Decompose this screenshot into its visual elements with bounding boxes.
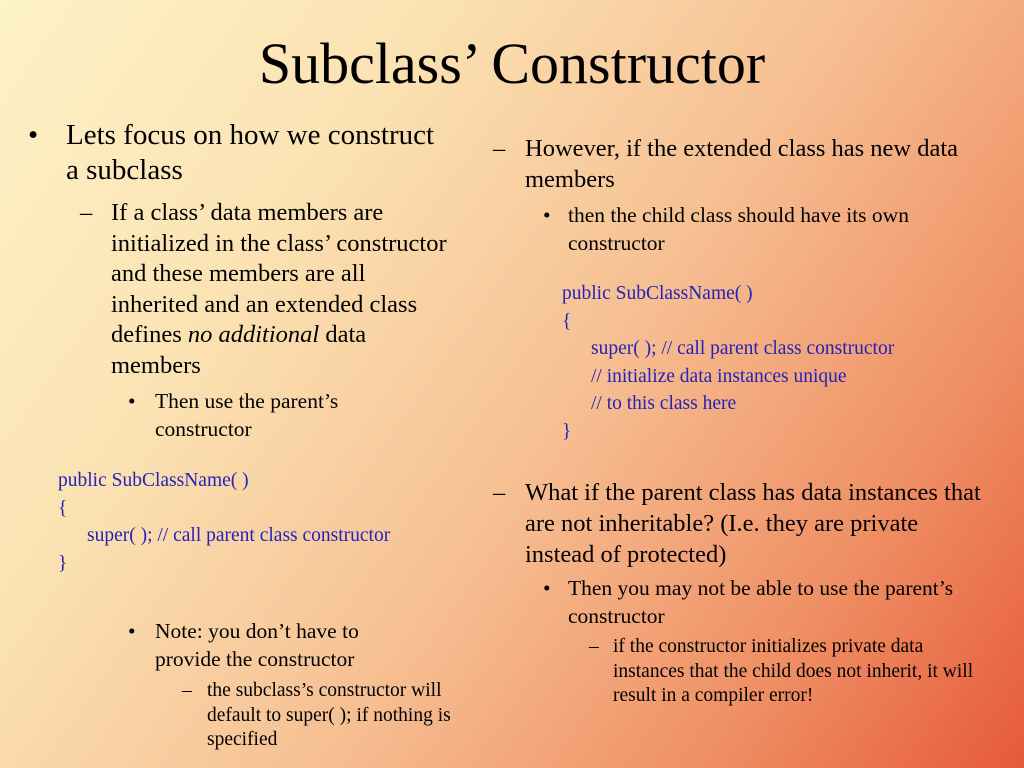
- code-line: super( ); // call parent class constructor: [87, 525, 391, 546]
- dash-marker: –: [182, 680, 192, 701]
- bullet-construct-subclass: [28, 118, 448, 188]
- bullet-text: Then you may not be able to use the parent’s constructor: [568, 576, 954, 628]
- bullet-not-use-parent: [543, 575, 963, 630]
- bullet-marker: •: [28, 119, 39, 151]
- dash-marker: –: [493, 479, 506, 506]
- dash-text: What if the parent class has data instances that are not inheritable? (I.e. they are private instead of protected): [525, 479, 981, 568]
- text-part: data members: [111, 321, 367, 379]
- bullet-text: Lets focus on how we construct a subclass: [66, 119, 435, 186]
- dash-text: if the constructor initializes private data instances that the child does not inherit, it will result in a compiler error!: [613, 636, 974, 706]
- bullet-text: Then use the parent’s constructor: [155, 389, 339, 441]
- code-line: {: [58, 497, 68, 519]
- bullet-marker: •: [543, 576, 551, 600]
- code-line: // to this class here: [591, 393, 737, 414]
- bullet-marker: •: [128, 619, 136, 643]
- dash-text: [111, 198, 455, 381]
- dash-text: the subclass’s constructor will default to super( ); if nothing is specified: [207, 680, 451, 750]
- bullet-note: [128, 618, 428, 673]
- dash-default-super: [182, 679, 457, 753]
- code-line: public SubClassName( ): [58, 470, 249, 491]
- bullet-marker: •: [543, 203, 551, 227]
- slide-title: Subclass’ Constructor: [258, 31, 766, 96]
- bullet-own-constructor: [543, 202, 1003, 257]
- code-line: }: [562, 420, 572, 442]
- code-line: public SubClassName( ): [562, 283, 753, 304]
- bullet-text: then the child class should have its own constructor: [568, 203, 909, 255]
- bullet-use-parent-constructor: [128, 388, 398, 443]
- dash-marker: –: [493, 135, 506, 162]
- text-part: If a class’ data members are initialized in the class’ constructor and these members are all inherited and an extended class defines: [111, 199, 447, 348]
- bullet-marker: •: [128, 389, 136, 413]
- code-line: }: [58, 552, 68, 574]
- dash-new-data-members: [493, 133, 993, 195]
- italic-emphasis: no additional: [187, 321, 320, 348]
- dash-private-instances: [493, 477, 993, 570]
- dash-marker: –: [80, 199, 93, 226]
- dash-compiler-error: [589, 635, 989, 709]
- dash-text: However, if the extended class has new data members: [525, 135, 959, 193]
- code-block-left: [58, 467, 458, 577]
- code-block-right: [562, 280, 982, 445]
- dash-inherited-members: [80, 198, 455, 381]
- code-line: // initialize data instances unique: [591, 365, 847, 387]
- code-line: {: [562, 310, 572, 332]
- bullet-text: Note: you don’t have to provide the constructor: [155, 619, 359, 671]
- code-line: super( ); // call parent class constructor: [591, 338, 895, 359]
- dash-marker: –: [589, 636, 599, 657]
